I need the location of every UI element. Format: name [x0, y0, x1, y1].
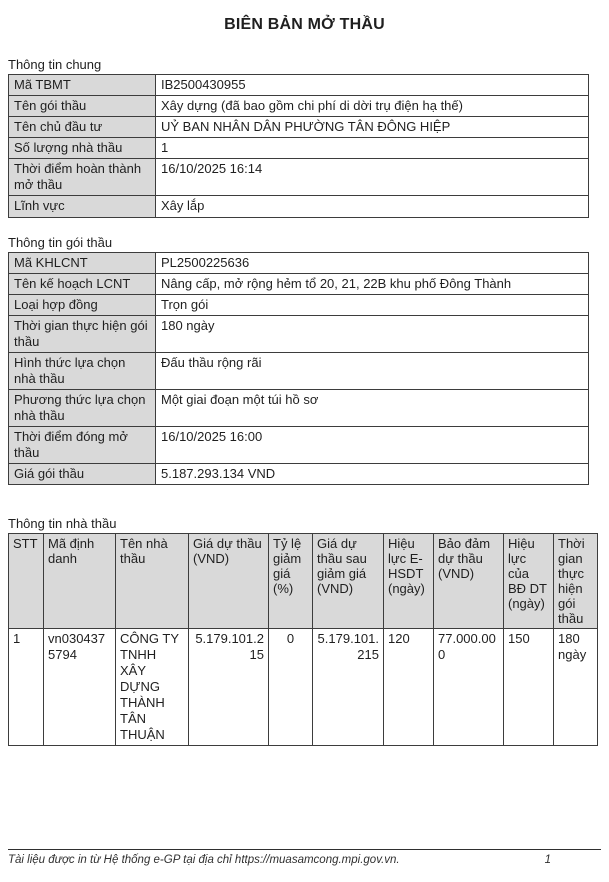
table-row — [9, 117, 589, 138]
column-header-ty-le-giam-gia: Tỷ lệ giảm giá (%) — [269, 534, 313, 629]
contractor-table — [8, 533, 598, 746]
page-title: BIÊN BẢN MỞ THẦU — [224, 16, 385, 33]
info-value-cell: Một giai đoạn một túi hồ sơ — [156, 390, 589, 427]
info-value-cell: 1 — [156, 138, 589, 159]
table-row — [9, 316, 589, 353]
contractor-row — [9, 629, 598, 746]
info-value-cell: PL2500225636 — [156, 253, 589, 274]
info-value-cell: 180 ngày — [156, 316, 589, 353]
info-value-cell: Xây lắp — [156, 196, 589, 218]
table-row — [9, 96, 589, 117]
cell-stt: 1 — [9, 629, 44, 746]
cell-hieu-luc-ehsdt: 120 — [384, 629, 434, 746]
info-value-cell: Xây dựng (đã bao gồm chi phí di dời trụ điện hạ thế) — [156, 96, 589, 117]
contractor-info-heading: Thông tin nhà thầu — [8, 516, 117, 531]
column-header-bao-dam-du-thau: Bảo đảm dự thầu (VND) — [434, 534, 504, 629]
info-value-cell: 5.187.293.134 VND — [156, 464, 589, 485]
info-label-cell: Thời gian thực hiện gói thầu — [9, 316, 156, 353]
info-label-cell: Tên chủ đầu tư — [9, 117, 156, 138]
cell-hieu-luc-bddt: 150 — [504, 629, 554, 746]
info-value-cell: 16/10/2025 16:14 — [156, 159, 589, 196]
column-header-hieu-luc-bddt: Hiệu lực của BĐ DT (ngày) — [504, 534, 554, 629]
info-label-cell: Tên kế hoạch LCNT — [9, 274, 156, 295]
table-row — [9, 295, 589, 316]
column-header-ten-nha-thau: Tên nhà thầu — [116, 534, 189, 629]
table-row — [9, 138, 589, 159]
table-row — [9, 274, 589, 295]
info-label-cell: Hình thức lựa chọn nhà thầu — [9, 353, 156, 390]
cell-gia-du-thau: 5.179.101.215 — [189, 629, 269, 746]
info-label-cell: Phương thức lựa chọn nhà thầu — [9, 390, 156, 427]
info-value-cell: UỶ BAN NHÂN DÂN PHƯỜNG TÂN ĐÔNG HIỆP — [156, 117, 589, 138]
info-label-cell: Mã KHLCNT — [9, 253, 156, 274]
cell-ty-le-giam-gia: 0 — [269, 629, 313, 746]
cell-gia-sau-giam-gia: 5.179.101.215 — [313, 629, 384, 746]
package-info-heading: Thông tin gói thầu — [8, 235, 113, 250]
document-page — [0, 16, 609, 882]
column-header-thoi-gian-thuc-hien: Thời gian thực hiện gói thầu — [554, 534, 598, 629]
table-row — [9, 159, 589, 196]
general-info-table — [8, 74, 589, 218]
info-label-cell: Thời điểm đóng mở thầu — [9, 427, 156, 464]
footer-page-number: 1 — [544, 854, 551, 866]
info-value-cell: IB2500430955 — [156, 75, 589, 96]
table-row — [9, 464, 589, 485]
info-label-cell: Tên gói thầu — [9, 96, 156, 117]
info-label-cell: Số lượng nhà thầu — [9, 138, 156, 159]
column-header-gia-du-thau: Giá dự thầu (VND) — [189, 534, 269, 629]
page-footer — [8, 849, 601, 867]
info-value-cell: Nâng cấp, mở rộng hẻm tổ 20, 21, 22B khu phố Đông Thành — [156, 274, 589, 295]
general-info-heading: Thông tin chung — [8, 57, 102, 72]
cell-thoi-gian-thuc-hien: 180 ngày — [554, 629, 598, 746]
info-label-cell: Loại hợp đồng — [9, 295, 156, 316]
info-label-cell: Lĩnh vực — [9, 196, 156, 218]
table-row — [9, 353, 589, 390]
table-row — [9, 253, 589, 274]
column-header-hieu-luc-ehsdt: Hiệu lực E-HSDT (ngày) — [384, 534, 434, 629]
table-header-row — [9, 534, 598, 629]
column-header-ma-dinh-danh: Mã định danh — [44, 534, 116, 629]
info-label-cell: Giá gói thầu — [9, 464, 156, 485]
info-label-cell: Thời điểm hoàn thành mở thầu — [9, 159, 156, 196]
table-row — [9, 196, 589, 218]
column-header-stt: STT — [9, 534, 44, 629]
cell-bao-dam-du-thau: 77.000.000 — [434, 629, 504, 746]
footer-source-note: Tài liệu được in từ Hệ thống e-GP tại địa chỉ https://muasamcong.mpi.gov.vn. — [8, 854, 400, 866]
table-row — [9, 427, 589, 464]
cell-ma-dinh-danh: vn0304375794 — [44, 629, 116, 746]
cell-ten-nha-thau: CÔNG TY TNHH XÂY DỰNG THÀNH TÂN THUẬN — [116, 629, 189, 746]
info-value-cell: Trọn gói — [156, 295, 589, 316]
info-value-cell: Đấu thầu rộng rãi — [156, 353, 589, 390]
column-header-gia-sau-giam-gia: Giá dự thầu sau giảm giá (VND) — [313, 534, 384, 629]
package-info-table — [8, 252, 589, 485]
info-value-cell: 16/10/2025 16:00 — [156, 427, 589, 464]
table-row — [9, 75, 589, 96]
info-label-cell: Mã TBMT — [9, 75, 156, 96]
table-row — [9, 390, 589, 427]
